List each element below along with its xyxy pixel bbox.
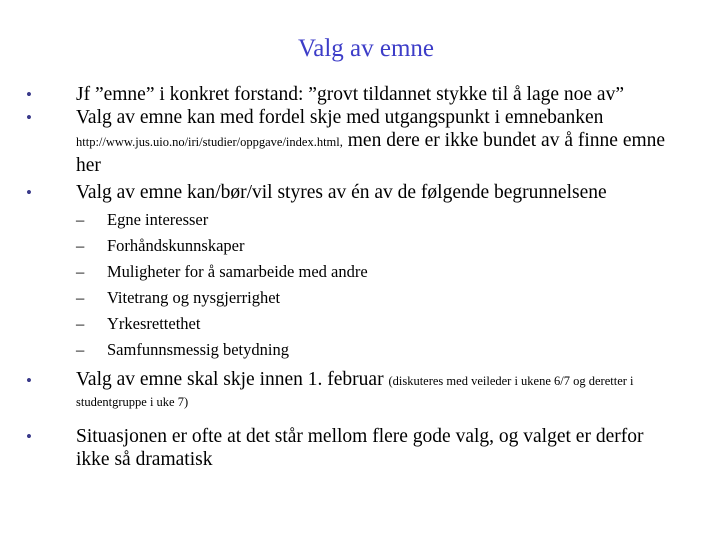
sub-item-text: Vitetrang og nysgjerrighet: [107, 288, 281, 307]
sub-list-item: [0, 337, 720, 363]
bullet-text: Valg av emne kan med fordel skje med utgangspunkt i emnebanken: [76, 107, 604, 128]
bullet-text: Valg av emne kan/bør/vil styres av én av de følgende begrunnelsene: [76, 182, 607, 203]
dash-marker: –: [76, 340, 85, 359]
slide-title: Valg av emne: [297, 35, 435, 62]
bullet-marker: •: [26, 85, 32, 104]
bullet-text: Jf ”emne” i konkret forstand: ”grovt tildannet stykke til å lage noe av”: [76, 84, 624, 105]
sub-item-text: Yrkesrettethet: [107, 314, 201, 333]
sub-item-text: Samfunnsmessig betydning: [107, 340, 289, 359]
sub-list-item: [0, 207, 720, 233]
bullet-item: [0, 370, 720, 412]
sub-list: [0, 207, 720, 363]
dash-marker: –: [76, 288, 85, 307]
bullet-list: [0, 83, 720, 471]
sub-item-text: Forhåndskunnskaper: [107, 236, 245, 255]
bullet-marker: •: [26, 427, 32, 446]
bullet-text: Valg av emne skal skje innen 1. februar: [76, 369, 384, 390]
sub-list-item: [0, 311, 720, 337]
bullet-marker: •: [26, 108, 32, 127]
dash-marker: –: [76, 314, 85, 333]
sub-list-item: [0, 233, 720, 259]
sub-list-item: [0, 285, 720, 311]
bullet-item: [0, 425, 720, 471]
sub-item-text: Egne interesser: [107, 210, 209, 229]
dash-marker: –: [76, 210, 85, 229]
sub-item-text: Muligheter for å samarbeide med andre: [107, 262, 368, 281]
bullet-note: (diskuteres med veileder i ukene 6/7 og deretter i studentgruppe i uke 7): [76, 374, 634, 409]
bullet-text-suffix: men dere er ikke bundet av å finne emne her: [76, 130, 666, 176]
dash-marker: –: [76, 262, 85, 281]
bullet-item: [0, 83, 720, 106]
dash-marker: –: [76, 236, 85, 255]
sub-list-item: [0, 259, 720, 285]
bullet-marker: •: [26, 183, 32, 202]
bullet-marker: •: [26, 371, 32, 390]
bullet-item: [0, 106, 720, 177]
bullet-item: [0, 181, 720, 204]
bullet-text: Situasjonen er ofte at det står mellom flere gode valg, og valget er derfor ikke så dramatisk: [76, 426, 644, 470]
emnebank-url: http://www.jus.uio.no/iri/studier/oppgave/index.html,: [76, 135, 343, 149]
